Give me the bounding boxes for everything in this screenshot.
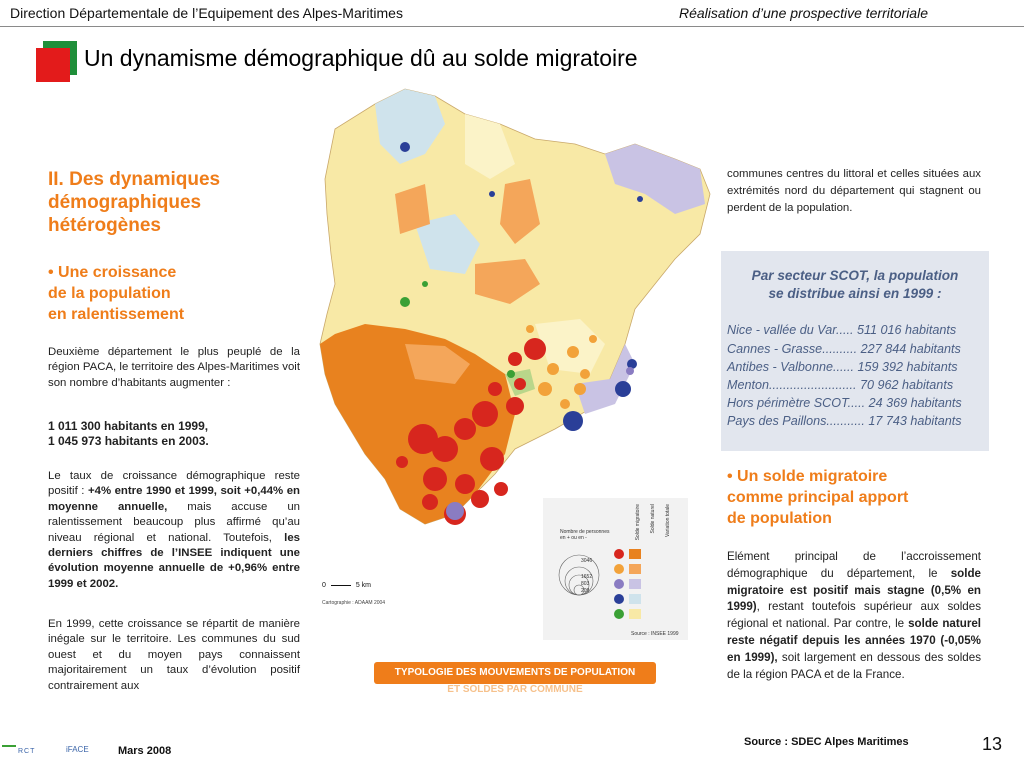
- circle-orange: [574, 383, 586, 395]
- circle-red: [455, 474, 475, 494]
- legend-value: 803: [581, 581, 590, 587]
- circle-lavender: [446, 502, 464, 520]
- legend-source: Source : INSEE 1999: [631, 631, 679, 637]
- slide-date: Mars 2008: [118, 745, 172, 757]
- circle-blue: [615, 381, 631, 397]
- scot-row: Antibes - Valbonne...... 159 392 habitants: [727, 360, 958, 374]
- paragraph-distribution: En 1999, cette croissance se répartit de manière inégale sur le territoire. Les communes du sud ouest et du moyen pays connaissent majoritairement un taux d’évolution positif contrairement aux: [48, 618, 300, 692]
- circle-orange: [560, 399, 570, 409]
- paragraph-growth-rate: Le taux de croissance démographique reste positif : +4% entre 1990 et 1999, soit +0,44% en moyenne annuelle, mais accuse un ralentissement beaucoup plus affirmé qu’au niveau régional et national. Toutefois, les derniers chiffres de l’INSEE indiquent une évolution moyenne annuelle de +0,96% entre 1999 et 2002.: [48, 470, 301, 590]
- circle-orange: [526, 325, 534, 333]
- iface-logo: iFACE: [66, 745, 89, 754]
- map-credit: Cartographie : ADAAM 2004: [322, 600, 386, 606]
- legend-value: 209: [581, 588, 590, 594]
- circle-red: [423, 467, 447, 491]
- paragraph-population-figures: 1 011 300 habitants en 1999, 1 045 973 habitants en 2003.: [48, 419, 209, 449]
- circle-red: [422, 494, 438, 510]
- circle-blue: [637, 196, 643, 202]
- scot-row: Hors périmètre SCOT..... 24 369 habitants: [727, 396, 962, 410]
- circle-red: [480, 447, 504, 471]
- header-bar: [0, 0, 1024, 27]
- legend-title: Nombre de personnes en + ou en -: [560, 529, 610, 541]
- header-project: Réalisation d’une prospective territoriale: [678, 5, 928, 21]
- legend-col-total: Variation totale: [665, 504, 671, 537]
- circle-red: [472, 401, 498, 427]
- header-organisation: Direction Départementale de l’Equipement des Alpes-Maritimes: [10, 5, 403, 21]
- paragraph-migration: Elément principal de l’accroissement démographique du département, le solde migratoire est positif mais stagne (0,5% en 1999), restant toutefois supérieur aux soldes régional et national. Par contre, le solde naturel reste négatif depuis les années 1970 (-0,05% en 1999), soit largement en dessous des soldes de la région PACA et de la France.: [727, 550, 981, 681]
- legend-value: 1652: [581, 574, 593, 580]
- paragraph-population: Deuxième département le plus peuplé de la région PACA, le territoire des Alpes-Maritimes voit son nombre d’habitants augmenter :: [48, 346, 300, 389]
- map-caption-line2: ET SOLDES PAR COMMUNE: [447, 684, 583, 695]
- title-logo-red-square: [36, 48, 70, 82]
- circle-orange: [538, 382, 552, 396]
- circle-red: [508, 352, 522, 366]
- map-caption-banner: [374, 662, 656, 684]
- circle-green: [400, 297, 410, 307]
- scot-title: Par secteur SCOT, la population se distribue ainsi en 1999 :: [751, 268, 959, 301]
- source-note: Source : SDEC Alpes Maritimes: [744, 736, 909, 748]
- legend-col-natural: Solde naturel: [650, 504, 656, 534]
- paragraph-stagnation: communes centres du littoral et celles situées aux extrémités nord du département qui stagnent ou perdent de la population.: [727, 168, 981, 214]
- circle-blue: [400, 142, 410, 152]
- circle-red: [432, 436, 458, 462]
- subheading-migration: • Un solde migratoire comme principal apport de population: [727, 468, 909, 527]
- subheading-growth: • Une croissance de la population en ralentissement: [48, 264, 185, 323]
- circle-red: [454, 418, 476, 440]
- scot-population-box: [721, 251, 989, 451]
- circle-lavender: [626, 367, 634, 375]
- circle-orange: [589, 335, 597, 343]
- legend-swatches: [611, 548, 681, 628]
- map-scale: 0 5 km: [322, 582, 371, 589]
- circle-blue: [489, 191, 495, 197]
- circle-green: [507, 370, 515, 378]
- circle-green: [422, 281, 428, 287]
- page-number: 13: [982, 734, 1003, 754]
- map-legend: [543, 498, 688, 640]
- legend-value: 3046: [581, 558, 593, 564]
- slide-title: Un dynamisme démographique dû au solde migratoire: [84, 45, 638, 71]
- section-heading: II. Des dynamiques démographiques hétérogènes: [48, 169, 221, 236]
- rct-logo: RCT: [2, 745, 35, 755]
- circle-red: [488, 382, 502, 396]
- circle-red: [524, 338, 546, 360]
- circle-red: [506, 397, 524, 415]
- circle-red: [514, 378, 526, 390]
- circle-red: [396, 456, 408, 468]
- circle-orange: [547, 363, 559, 375]
- map-base: [320, 89, 710, 524]
- circle-red: [471, 490, 489, 508]
- map-caption-line1: TYPOLOGIE DES MOUVEMENTS DE POPULATION: [394, 667, 636, 678]
- scot-row: Pays des Paillons........... 17 743 habitants: [727, 414, 962, 428]
- legend-col-migration: Solde migratoire: [635, 504, 641, 541]
- circle-orange: [580, 369, 590, 379]
- circle-red: [494, 482, 508, 496]
- scot-row: Nice - vallée du Var..... 511 016 habitants: [727, 323, 957, 337]
- scot-row: Menton......................... 70 962 habitants: [727, 378, 954, 392]
- scot-row: Cannes - Grasse.......... 227 844 habitants: [727, 342, 961, 356]
- circle-blue: [563, 411, 583, 431]
- circle-orange: [567, 346, 579, 358]
